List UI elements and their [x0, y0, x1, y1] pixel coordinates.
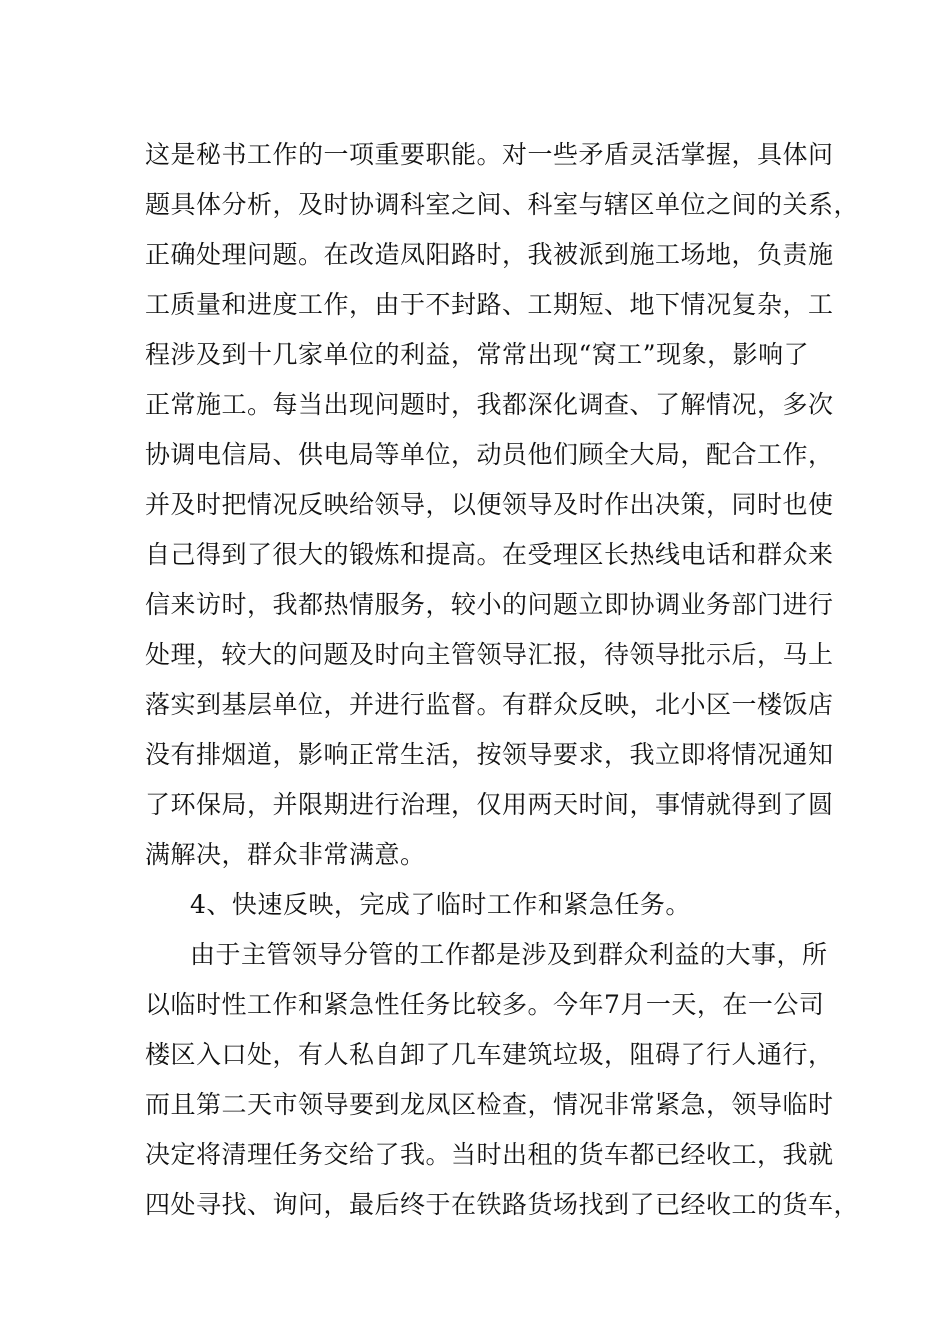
paragraph-1-line-3: 正确处理问题。在改造凤阳路时，我被派到施工场地，负责施	[145, 240, 834, 269]
paragraph-1-line-2: 题具体分析，及时协调科室之间、科室与辖区单位之间的关系，	[145, 190, 860, 219]
paragraph-3-line-5: 决定将清理任务交给了我。当时出租的货车都已经收工，我就	[145, 1140, 834, 1169]
paragraph-3-line-1: 由于主管领导分管的工作都是涉及到群众利益的大事，所	[190, 940, 828, 969]
paragraph-1-line-11: 处理，较大的问题及时向主管领导汇报，待领导批示后，马上	[145, 640, 834, 669]
paragraph-1-line-15: 满解决，群众非常满意。	[145, 840, 426, 869]
paragraph-1-line-12: 落实到基层单位，并进行监督。有群众反映，北小区一楼饭店	[145, 690, 834, 719]
paragraph-1-line-10: 信来访时，我都热情服务，较小的问题立即协调业务部门进行	[145, 590, 834, 619]
paragraph-1-line-8: 并及时把情况反映给领导，以便领导及时作出决策，同时也使	[145, 490, 834, 519]
paragraph-1-line-7: 协调电信局、供电局等单位，动员他们顾全大局，配合工作，	[145, 440, 834, 469]
paragraph-3-line-3: 楼区入口处，有人私自卸了几车建筑垃圾，阻碍了行人通行，	[145, 1040, 834, 1069]
paragraph-3-line-2: 以临时性工作和紧急性任务比较多。今年7月一天，在一公司	[145, 990, 825, 1019]
paragraph-1-line-4: 工质量和进度工作，由于不封路、工期短、地下情况复杂，工	[145, 290, 834, 319]
paragraph-1-line-13: 没有排烟道，影响正常生活，按领导要求，我立即将情况通知	[145, 740, 834, 769]
paragraph-3-line-4: 而且第二天市领导要到龙凤区检查，情况非常紧急，领导临时	[145, 1090, 834, 1119]
section-heading-4: 4、快速反映，完成了临时工作和紧急任务。	[190, 890, 691, 919]
paragraph-1-line-9: 自己得到了很大的锻炼和提高。在受理区长热线电话和群众来	[145, 540, 834, 569]
paragraph-1-line-6: 正常施工。每当出现问题时，我都深化调查、了解情况，多次	[145, 390, 834, 419]
document-body	[145, 130, 860, 1230]
paragraph-3-line-6: 四处寻找、询问，最后终于在铁路货场找到了已经收工的货车，	[145, 1190, 860, 1219]
paragraph-1-line-5: 程涉及到十几家单位的利益，常常出现“窝工”现象，影响了	[145, 340, 810, 369]
paragraph-1-line-1: 这是秘书工作的一项重要职能。对一些矛盾灵活掌握，具体问	[145, 140, 834, 169]
paragraph-1-line-14: 了环保局，并限期进行治理，仅用两天时间，事情就得到了圆	[145, 790, 834, 819]
